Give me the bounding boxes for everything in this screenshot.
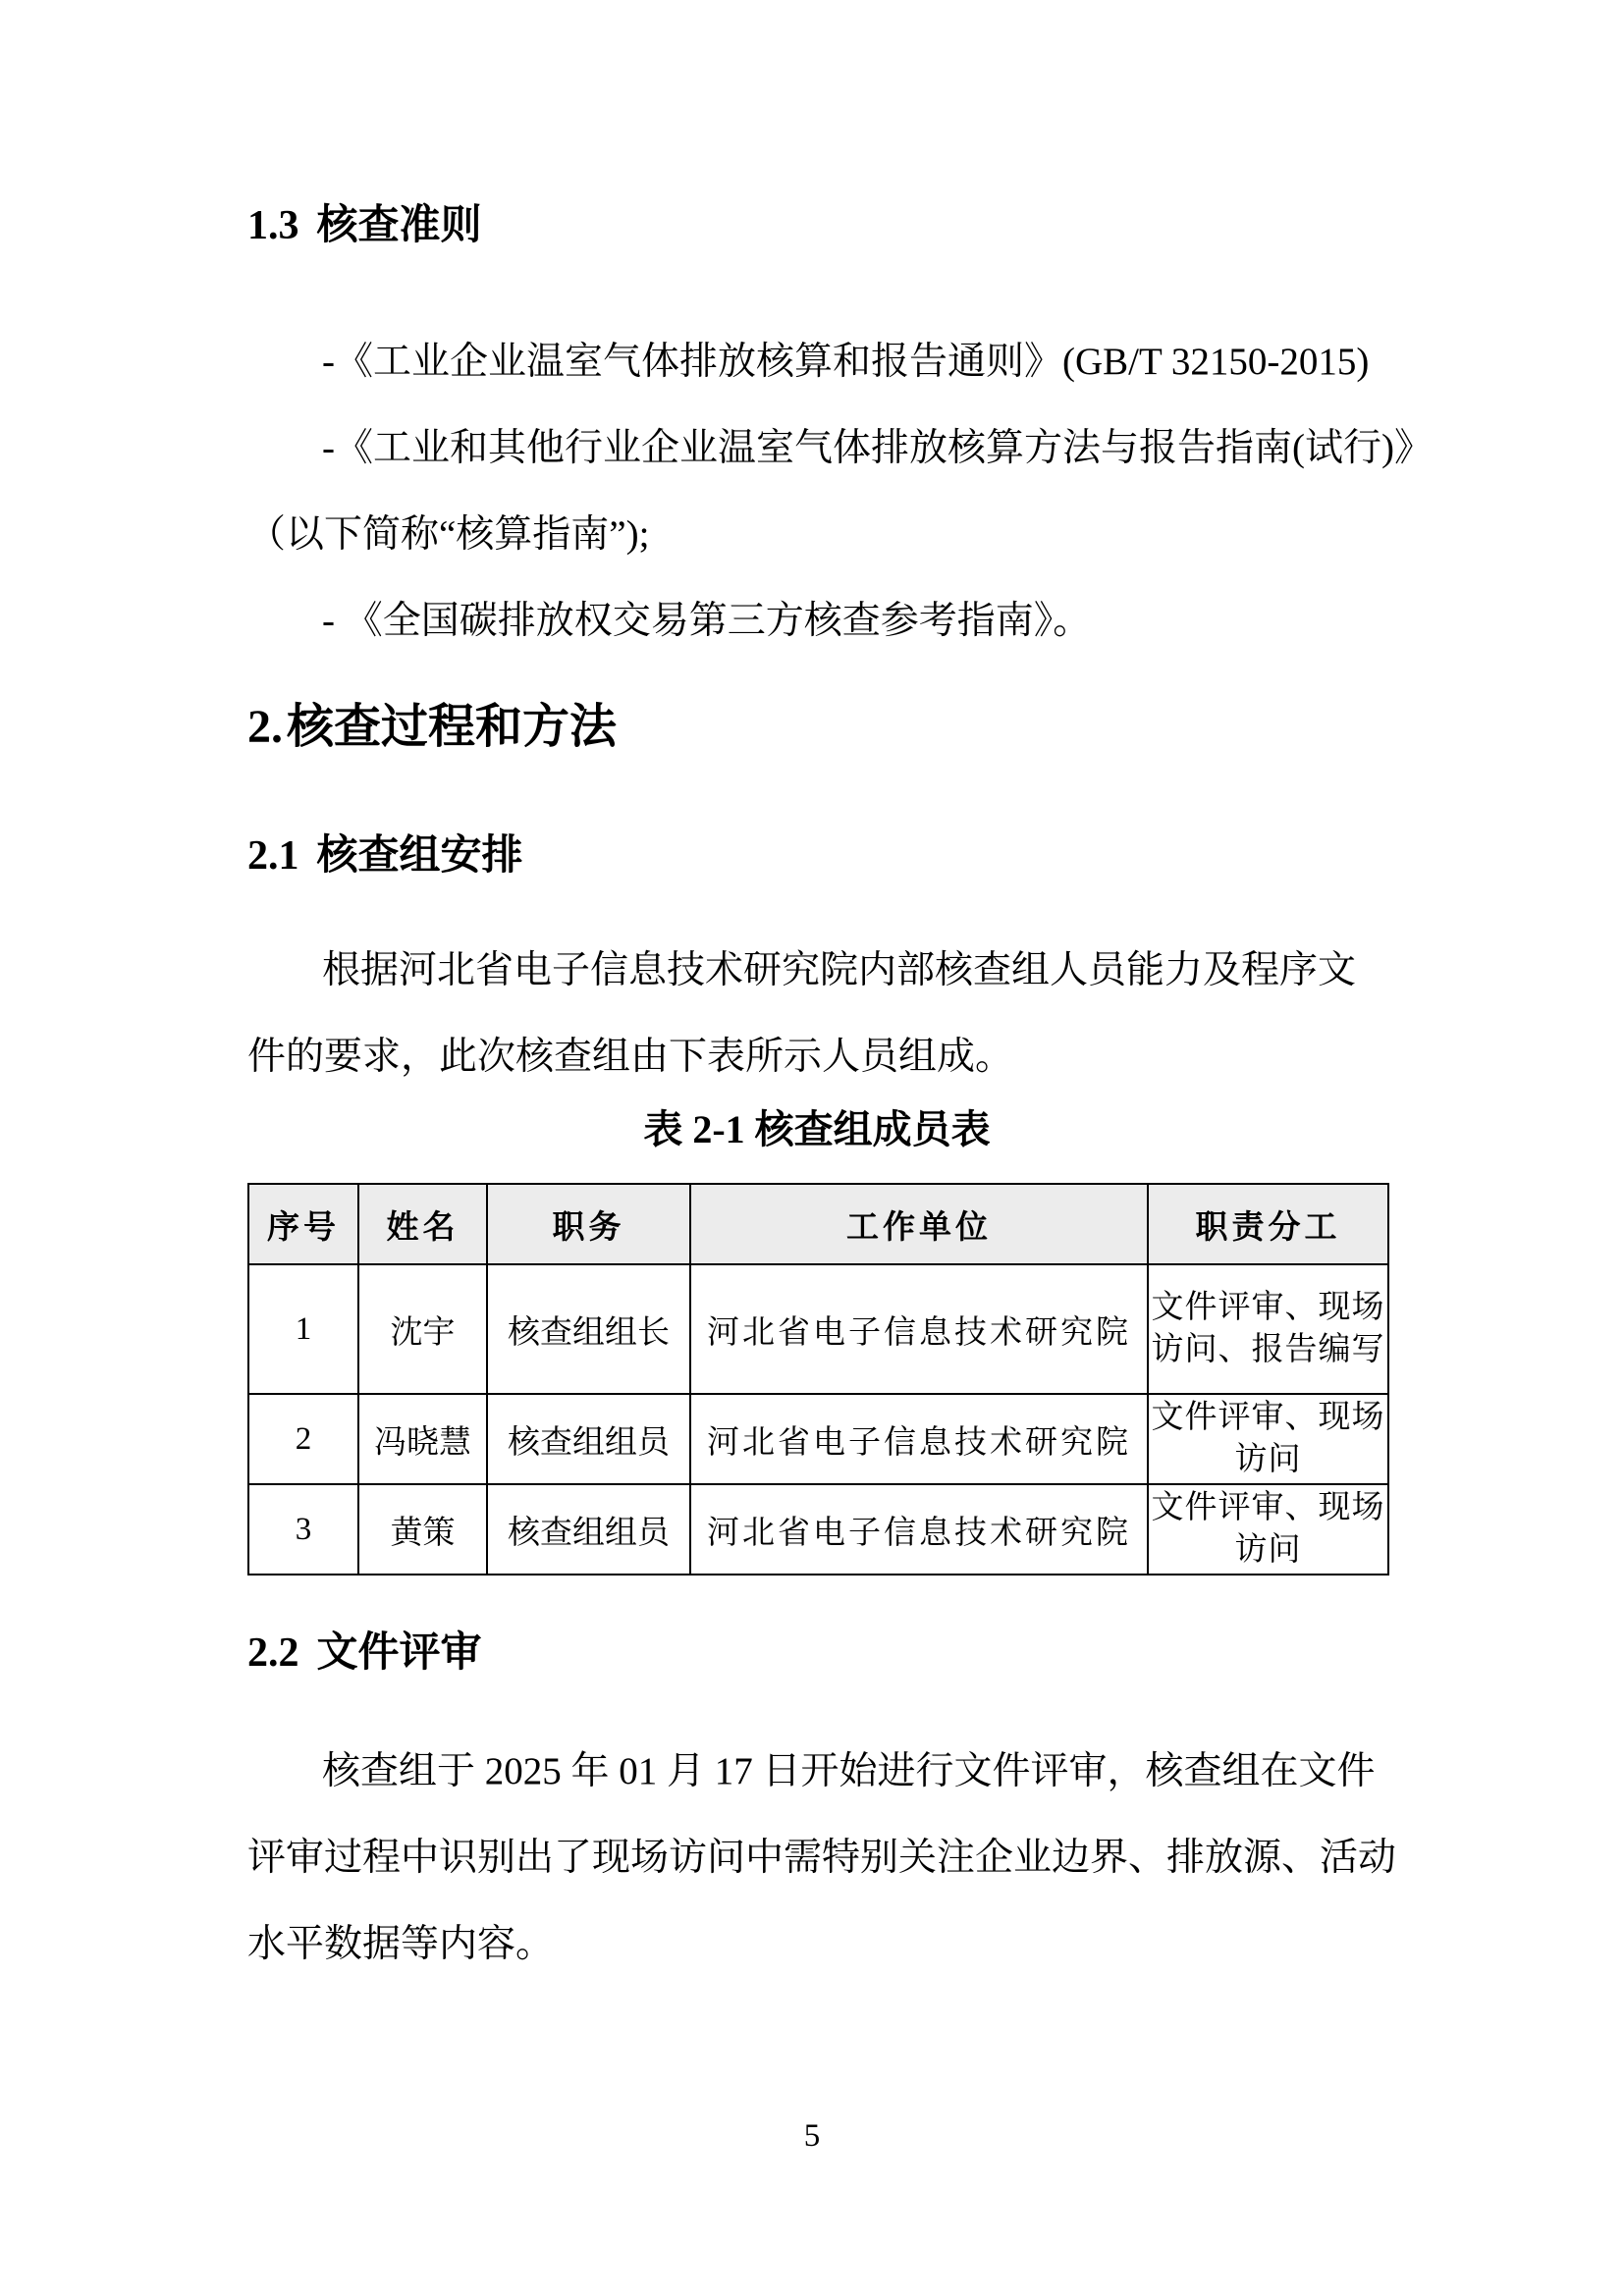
paragraph-line: 水平数据等内容。	[247, 1923, 555, 1965]
table-row	[248, 1484, 1388, 1575]
column-header-role: 职务	[487, 1184, 690, 1264]
column-header-name: 姓名	[358, 1184, 487, 1264]
cell-duties: 文件评审、现场访问、报告编写	[1148, 1264, 1388, 1394]
heading-2-2	[247, 1631, 1386, 1674]
column-header-organization: 工作单位	[690, 1184, 1148, 1264]
paragraph-line: 件的要求，此次核查组由下表所示人员组成。	[247, 1036, 1014, 1078]
heading-2-1	[247, 831, 1386, 879]
table-2-1-members	[247, 1183, 1389, 1575]
paragraph-team	[247, 928, 1386, 1100]
heading-text: 文件评审	[316, 1629, 482, 1675]
cell-organization: 河北省电子信息技术研究院	[690, 1484, 1148, 1575]
cell-duties: 文件评审、现场访问	[1148, 1484, 1388, 1575]
table-header-row	[248, 1184, 1388, 1264]
cell-index: 2	[248, 1394, 358, 1484]
heading-2	[247, 701, 1386, 753]
cell-name: 沈宇	[358, 1264, 487, 1394]
criteria-line: -《工业企业温室气体排放核算和报告通则》(GB/T 32150-2015)	[322, 341, 1370, 383]
table-row	[248, 1264, 1388, 1394]
heading-number: 2.2	[247, 1630, 299, 1676]
column-header-duties: 职责分工	[1148, 1184, 1388, 1264]
cell-organization: 河北省电子信息技术研究院	[690, 1264, 1148, 1394]
paragraph-line: 核查组于 2025 年 01 月 17 日开始进行文件评审，核查组在文件	[322, 1750, 1376, 1792]
column-header-index: 序号	[248, 1184, 358, 1264]
cell-index: 1	[248, 1264, 358, 1394]
cell-index: 3	[248, 1484, 358, 1575]
criteria-list	[247, 319, 1433, 665]
heading-1-3	[247, 201, 1386, 248]
criteria-line: （以下简称“核算指南”);	[247, 513, 650, 556]
table-caption: 表 2-1 核查组成员表	[643, 1107, 991, 1151]
cell-role: 核查组组员	[487, 1394, 690, 1484]
heading-text: 核查过程和方法	[287, 701, 618, 753]
heading-number: 2.1	[247, 833, 299, 879]
criteria-line: -《工业和其他行业企业温室气体排放核算方法与报告指南(试行)》	[322, 427, 1433, 469]
table-row	[248, 1394, 1388, 1484]
paragraph-line: 根据河北省电子信息技术研究院内部核查组人员能力及程序文	[322, 949, 1357, 991]
paragraph-document-review	[247, 1729, 1397, 1988]
criteria-line: - 《全国碳排放权交易第三方核查参考指南》。	[322, 600, 1092, 642]
heading-number: 2.	[247, 701, 283, 753]
heading-number: 1.3	[247, 203, 299, 248]
cell-organization: 河北省电子信息技术研究院	[690, 1394, 1148, 1484]
heading-text: 核查组安排	[316, 831, 523, 878]
cell-duties: 文件评审、现场访问	[1148, 1394, 1388, 1484]
cell-name: 黄策	[358, 1484, 487, 1575]
cell-name: 冯晓慧	[358, 1394, 487, 1484]
heading-text: 核查准则	[316, 201, 482, 247]
paragraph-line: 评审过程中识别出了现场访问中需特别关注企业边界、排放源、活动	[247, 1837, 1397, 1879]
cell-role: 核查组组员	[487, 1484, 690, 1575]
page-number: 5	[803, 2118, 821, 2154]
cell-role: 核查组组长	[487, 1264, 690, 1394]
